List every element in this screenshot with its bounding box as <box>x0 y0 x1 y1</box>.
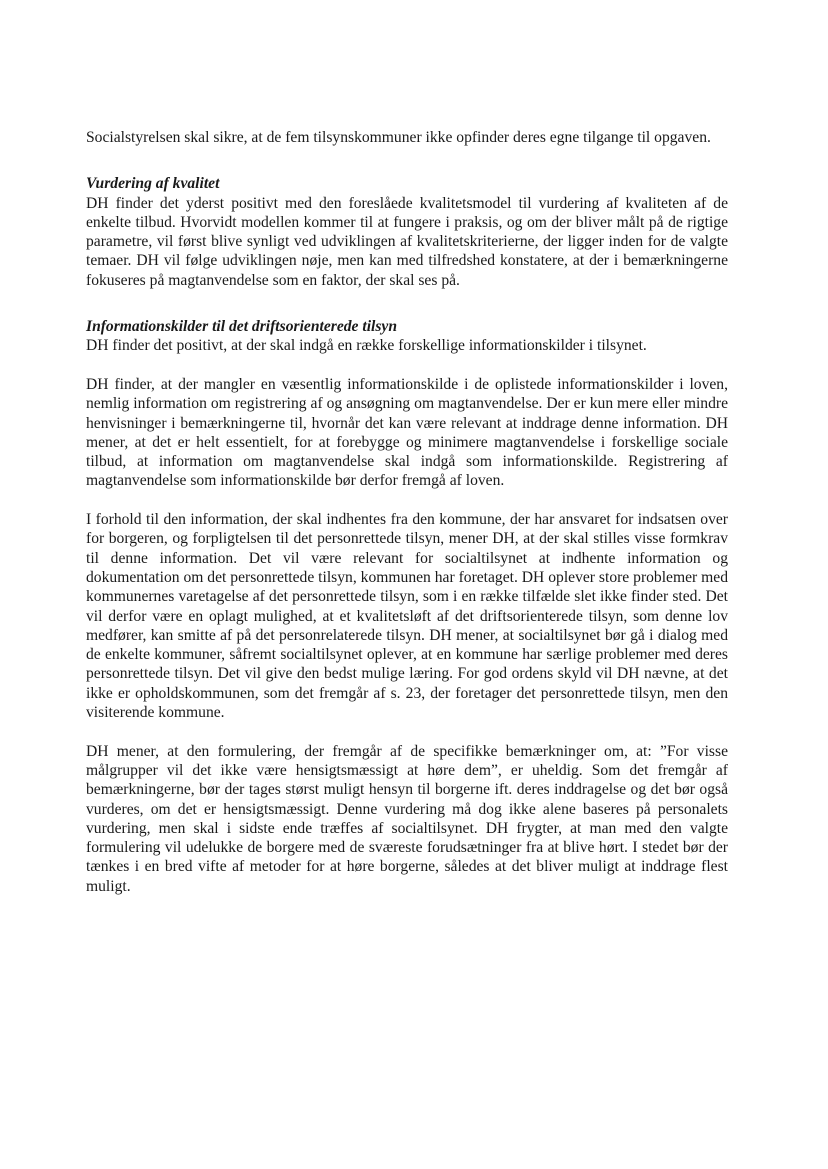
intro-paragraph: Socialstyrelsen skal sikre, at de fem tilsynskommuner ikke opfinder deres egne tilgange til opgaven. <box>86 129 711 146</box>
document-body <box>86 128 728 896</box>
section-heading-informationskilder: Informationskilder til det driftsorienterede tilsyn <box>86 318 398 336</box>
paragraph-kvalitetsmodel: DH finder det yderst positivt med den foreslåede kvalitetsmodel til vurdering af kvaliteten af de enkelte tilbud. Hvorvidt modellen kommer til at fungere i praksis, og om der bliver målt på de rigtige parametre, vil først blive synligt ved udviklingen af kvalitetskriterierne, der ligger inden for de valgte temaer. DH vil følge udviklingen nøje, men kan med tilfredshed konstatere, at der i bemærkningerne fokuseres på magtanvendelse som en faktor, der skal ses på. <box>86 194 728 289</box>
section-heading-vurdering-af-kvalitet: Vurdering af kvalitet <box>86 175 220 193</box>
paragraph-formulering: DH mener, at den formulering, der fremgår af de specifikke bemærkninger om, at: ”For visse målgrupper vil det ikke være hensigtsmæssigt at høre dem”, er uheldig. Som det fremgår af bemærkningerne, bør der tages størst muligt hensyn til borgerne ift. deres inddragelse og det bør også vurderes, om det er hensigtsmæssigt. Denne vurdering må dog ikke alene baseres på personalets vurdering, men skal i sidste ende træffes af socialtilsynet. DH frygter, at man med den valgte formulering vil udelukke de borgere med de sværeste forudsætninger fra at blive hørt. I stedet bør der tænkes i en bred vifte af metoder for at høre borgerne, således at det bliver muligt at inddrage flest muligt. <box>86 742 728 895</box>
paragraph-personrettede-tilsyn: I forhold til den information, der skal indhentes fra den kommune, der har ansvaret for indsatsen over for borgeren, og forpligtelsen til det personrettede tilsyn, mener DH, at der skal stilles visse formkrav til denne information. Det vil være relevant for socialtilsynet at indhente information og dokumentation om det personrettede tilsyn, kommunen har foretaget. DH oplever store problemer med kommunernes varetagelse af det personrettede tilsyn, som i en række tilfælde slet ikke finder sted. Det vil derfor være en oplagt mulighed, at et kvalitetsløft af det driftsorienterede tilsyn, som denne lov medfører, kan smitte af på det personrelaterede tilsyn. DH mener, at socialtilsynet bør gå i dialog med de enkelte kommuner, såfremt socialtilsynet oplever, at en kommune har særlige problemer med deres personrettede tilsyn. Det vil give den bedst mulige læring. For god ordens skyld vil DH nævne, at det ikke er opholdskommunen, som det fremgår af s. 23, der foretager det personrettede tilsyn, men den visiterende kommune. <box>86 511 728 722</box>
paragraph-magtanvendelse: DH finder, at der mangler en væsentlig informationskilde i de oplistede informationskilder i loven, nemlig information om registrering af og ansøgning om magtanvendelse. Der er kun mere eller mindre henvisninger i bemærkningerne til, hvornår det kan være relevant at inddrage denne information. DH mener, at det er helt essentielt, for at forebygge og minimere magtanvendelse i forskellige sociale tilbud, at information om magtanvendelse skal indgå som informationskilde. Registrering af magtanvendelse som informationskilde bør derfor fremgå af loven. <box>86 375 728 490</box>
paragraph-informationskilder-intro: DH finder det positivt, at der skal indgå en række forskellige informationskilder i tilsynet. <box>86 337 647 355</box>
